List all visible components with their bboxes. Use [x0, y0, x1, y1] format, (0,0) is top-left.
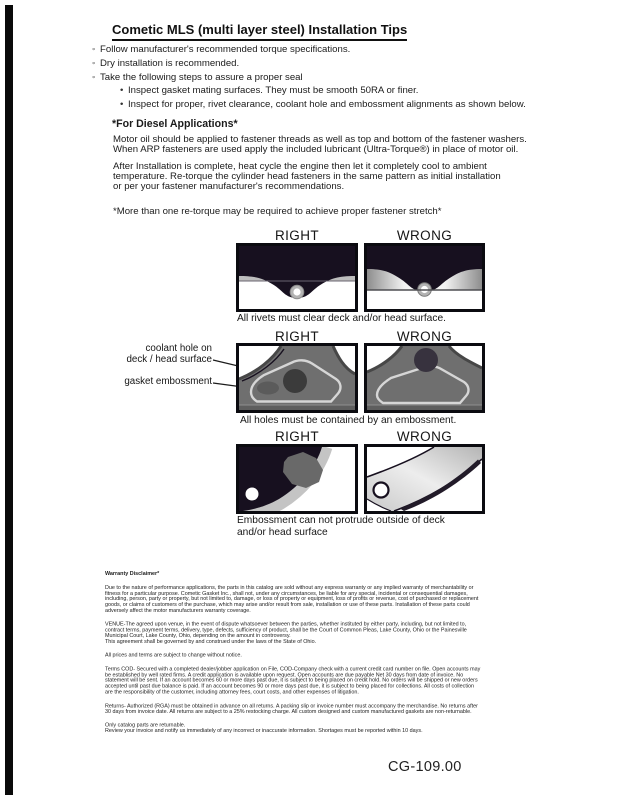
dot-bullet-icon: •: [120, 85, 124, 97]
rivet-clearance-right-diagram: [236, 243, 358, 312]
row1-wrong-label: WRONG: [396, 228, 453, 243]
list-item-text: Inspect gasket mating surfaces. They must be smooth 50RA or finer.: [128, 85, 419, 97]
row2-right-label: RIGHT: [275, 329, 319, 344]
row1-right-label: RIGHT: [275, 228, 319, 243]
list-item: [120, 84, 526, 98]
installation-tips-list: [92, 43, 526, 112]
prices-paragraph: All prices and terms are subject to change without notice.: [105, 651, 242, 658]
list-item-text: Inspect for proper, rivet clearance, coolant hole and embossment alignments as shown below.: [128, 99, 526, 111]
list-item: [120, 98, 526, 112]
hole-embossment-right-diagram: [236, 343, 358, 413]
gasket-embossment-label: gasket embossment: [124, 376, 212, 387]
list-item: [92, 71, 526, 85]
protrusion-wrong-diagram: [364, 444, 485, 514]
row3-wrong-label: WRONG: [396, 429, 453, 444]
row2-caption: All holes must be contained by an embossment.: [240, 415, 457, 426]
list-item-text: Follow manufacturer's recommended torque specifications.: [100, 44, 351, 55]
page-code: CG-109.00: [388, 759, 462, 775]
row3-caption: Embossment can not protrude outside of deck and/or head surface: [237, 515, 445, 538]
legal-section: [105, 571, 522, 742]
dot-bullet-icon: •: [120, 99, 124, 111]
diesel-paragraph-2: After Installation is complete, heat cycle the engine then let it completely cool to ambient temperature. Re-torque the cylinder head fasteners in the same pattern as initial installation or per your fastener manufacturer's recommendations.: [113, 161, 501, 193]
retorque-note: *More than one re-torque may be required to achieve proper fastener stretch*: [113, 206, 442, 217]
list-item: [92, 57, 526, 71]
list-item-text: Take the following steps to assure a proper seal: [100, 71, 303, 83]
row3-right-label: RIGHT: [275, 429, 319, 444]
diesel-paragraph-1: Motor oil should be applied to fastener threads as well as top and bottom of the fastener washers. When ARP fasteners are used apply the included lubricant (Ultra-Torque®) in place of motor oil.: [113, 134, 527, 156]
page-title: Cometic MLS (multi layer steel) Installation Tips: [112, 22, 407, 41]
row1-caption: All rivets must clear deck and/or head surface.: [237, 313, 446, 324]
terms-cod-paragraph: Terms COD- Secured with a completed dealer/jobber application on File, COD-Company check with a current credit card number on file. Open accounts may be established by well rated firms. A credit application is available upon request. Open accounts are due payable Net 30 days from date of invoice. No statement will be sent. If an account becomes 60 or more days past due, it is subject to being placed on credit hold. No orders will be shipped or new orders accepted until past due balance is paid. If an account becomes 90 or more days past due, it is subject to being placed for collections. All costs of collection are the responsibility of the customer, including attorney fees, court costs, and other expenses of litigation.: [105, 665, 481, 695]
circle-bullet-icon: ◦: [92, 44, 96, 55]
rivet-clearance-wrong-diagram: [364, 243, 485, 312]
diesel-section-heading: *For Diesel Applications*: [112, 118, 238, 130]
list-item: [92, 43, 526, 57]
returns-paragraph: Returns- Authorized (RGA) must be obtained in advance on all returns. A packing slip or invoice number must accompany the merchandise. No returns after 30 days from invoice date. All returns are subject to a 25% restocking charge. All custom designed and custom manufactured gaskets are non-returnable.: [105, 702, 478, 715]
circle-bullet-icon: ◦: [92, 71, 96, 83]
hole-embossment-wrong-diagram: [364, 343, 485, 413]
list-item-text: Dry installation is recommended.: [100, 57, 240, 69]
catalog-returns-paragraph: Only catalog parts are returnable. Review your invoice and notify us immediately of any incorrect or inaccurate information. Shortages must be reported within 10 days.: [105, 721, 423, 734]
coolant-hole-label: coolant hole on deck / head surface: [126, 343, 212, 365]
circle-bullet-icon: ◦: [92, 57, 96, 69]
warranty-paragraph: Due to the nature of performance applications, the parts in this catalog are sold without any express warranty or any implied warranty of merchantability or fitness for a particular purpose. Cometic Gasket Inc., shall not, under any circumstances, be liable for any special, incidental or consequential damages, including, person, party or property, but not limited to, damage, or loss of property or equipment, loss of profits or revenue, cost of purchased or replacement goods, or claims of customers of the purchase, which may arise and/or result from sale, installation or use of these parts. Installation of these parts could adversely affect the motor manufacturers warranty coverage.: [105, 583, 479, 614]
venue-paragraph: VENUE-The agreed upon venue, in the event of dispute whatsoever between the parties, whether instituted by either party, including, but not limited to, contract terms, payment terms, delivery, type, defects, sufficiency of product, shall be the Court of Common Pleas, Lake County, Ohio or the Painesville Municipal Court, Lake County, Ohio, depending on the amount in controversy. This agreement shall be governed by and construed under the laws of the State of Ohio.: [105, 620, 467, 645]
protrusion-right-diagram: [236, 444, 358, 514]
row2-wrong-label: WRONG: [396, 329, 453, 344]
scan-artifact-bar: [5, 5, 13, 795]
warranty-disclaimer-heading: Warranty Disclaimer*: [105, 570, 160, 577]
